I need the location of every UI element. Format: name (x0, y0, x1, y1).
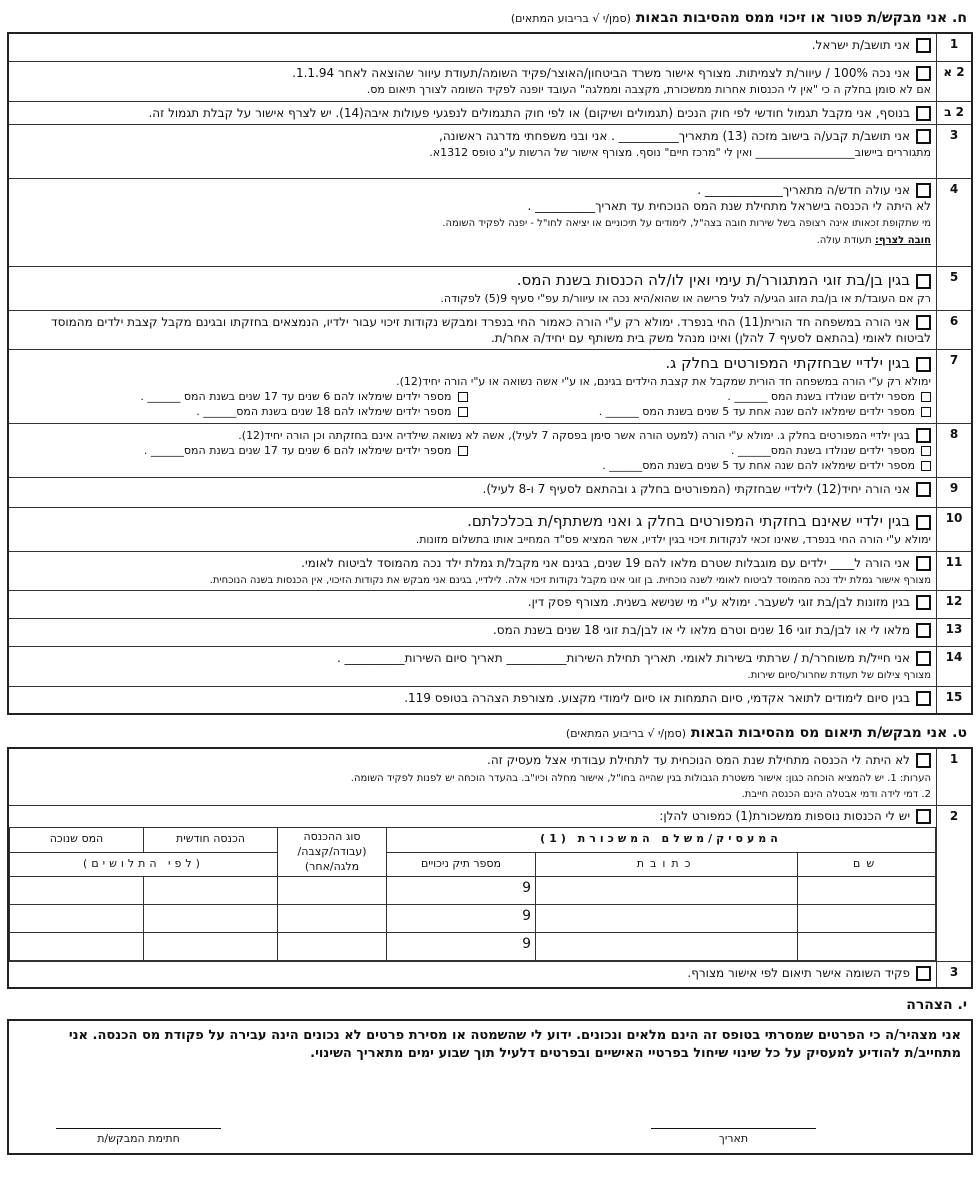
item-text: פקיד השומה אישר תיאום לפי אישור מצורף. (687, 966, 910, 981)
address-cell[interactable] (536, 933, 798, 961)
item-subtext: מצורף אישור גמלת ילד נכה מהמוסד לביטוח לאומי לשנה נוכחית. בן זוגי אינו מקבל נקודות זיכוי אלה. לילדיי, בגינם אני מבקש את נקודות הזיכוי, אין הכנסות בשנה הנוכחית. (209, 574, 931, 586)
item-text: מלאו לי או לבן/בת זוגי 16 שנים וטרם מלאו לי או לבן/בת זוגי 18 שנים בשנת המס. (492, 623, 910, 638)
tax-cell[interactable] (10, 933, 144, 961)
col-monthly-income: הכנסה חודשית (144, 827, 278, 852)
section-t-heading: ט. אני מבקש/ת תיאום מס מהסיבות הבאות (690, 725, 967, 742)
checkbox-academic-degree[interactable] (916, 691, 931, 706)
checkbox-age-16-18[interactable] (916, 623, 931, 638)
count-line: מספר ילדים שנולדו בשנת המס______ . (730, 443, 915, 457)
must-attach-label: חובה לצרף: (874, 234, 931, 246)
item-text: אני תושב/ת קבע/ה בישוב מזכה (13) מתאריך__________ . אני ובני משפחתי מדרגה ראשונה, (439, 128, 910, 143)
coord-row-2 (8, 805, 972, 962)
item-row-2a (8, 61, 972, 101)
item-row-8 (8, 423, 972, 477)
item-text: בגין סיום לימודים לתואר אקדמי, סיום התמחות או סיום לימודי מקצוע. מצורפת הצהרה בטופס 119. (404, 690, 910, 705)
signature-label: חתימת המבקש/ת (97, 1132, 180, 1146)
item-num: 7 (937, 350, 973, 424)
name-cell[interactable] (798, 905, 936, 933)
monthly-cell[interactable] (144, 905, 278, 933)
item-note: מי שתקופת זכאותו אינה רצופה בשל שירות חובה בצה"ל, לימודים על תיכוניים או יציאה לחו"ל - יפנה לפקיד השומה. (442, 218, 931, 230)
count-line: מספר ילדים שימלאו להם 18 שנים בשנת המס______ . (196, 405, 452, 419)
item-row-6 (8, 310, 972, 349)
checkbox-additional-income[interactable] (916, 809, 931, 824)
item-subtext: ימולא רק ע"י הורה במשפחה חד הורית שמקבל את קצבת הילדים בגינם, או ע"י אשה נשואה או ע"י הורה יחיד(12). (396, 375, 931, 389)
declaration-box (7, 1019, 973, 1155)
table-row (10, 877, 936, 905)
checkbox-count[interactable] (458, 407, 468, 417)
coord-row-3 (8, 962, 972, 988)
count-line: מספר ילדים שימלאו להם 6 שנים עד 17 שנים בשנת המס______ . (143, 443, 452, 457)
per-payslips-note: (לפי התלושים) (10, 852, 278, 877)
checkbox-count[interactable] (458, 392, 468, 402)
item-row-7 (8, 350, 972, 424)
item-text: יש לי הכנסות נוספות ממשכורת(1) כמפורט להלן: (659, 808, 910, 823)
item-text: אני נכה 100% / עיוור/ת לצמיתות. מצורף אישור משרד הביטחון/האוצר/פקיד השומה/תעודת עיוור שהוצאה לאחר 1.1.94. (292, 65, 910, 80)
address-cell[interactable] (536, 877, 798, 905)
count-line: מספר ילדים שימלאו להם 6 שנים עד 17 שנים בשנת המס ______ . (140, 390, 452, 404)
checkbox-count[interactable] (921, 407, 931, 417)
count-line: מספר ילדים שימלאו להם שנה אחת עד 5 שנים בשנת המס______ . (602, 458, 915, 472)
exemption-table (7, 32, 973, 715)
item-num: 6 (937, 310, 973, 349)
form-page (7, 0, 973, 1155)
declaration-text: אני מצהיר/ה כי הפרטים שמסרתי בטופס זה הינם מלאים ונכונים. ידוע לי שהשמטה או מסירת פרטים לא נכונים הינה עבירה על פקודת מס הכנסה. אני מתחייב/ת להודיע למעסיק על כל שינוי שיחול בפרטיי האישיים ובפרטים דלעיל תוך שבוע ימים מתאריך השינוי. (68, 1027, 961, 1062)
item-num: 3 (937, 124, 973, 178)
item-subtext: מתגוררים ביישוב__________________ ואין לי "מרכז חיים" נוסף. מצורף אישור של הרשות ע"ג טופס 1312א. (429, 145, 931, 159)
monthly-cell[interactable] (144, 933, 278, 961)
item-row-2b (8, 101, 972, 124)
tax-cell[interactable] (10, 877, 144, 905)
item-text: בגין ילדיי שבחזקתי המפורטים בחלק ג. (665, 354, 910, 373)
item-subtext: לא היתה לי הכנסה בישראל מתחילת שנת המס הנוכחית עד תאריך__________ . (527, 198, 931, 213)
item-subtext: אם לא סומן בחלק ה כי "אין לי הכנסות אחרות ממשכורת, מקצבה וממלגה" העובד יופנה לפקיד השומה לצורך תיאום מס. (366, 82, 931, 96)
checkbox-new-immigrant[interactable] (916, 183, 931, 198)
item-row-12 (8, 591, 972, 619)
type-cell[interactable] (278, 905, 387, 933)
checkbox-residency[interactable] (916, 38, 931, 53)
col-name: שם (798, 852, 936, 877)
item-num: 2 (937, 805, 973, 962)
table-row (10, 905, 936, 933)
file-cell[interactable]: 9 (387, 905, 536, 933)
item-text: בגין ילדיי המפורטים בחלק ג. ימולא ע"י הורה (למעט הורה אשר סימן בפסקה 7 לעיל), אשה לא נשואה שילדיה אינם בחזקתה וכן הורה יחיד(12). (238, 428, 910, 442)
coord-row-1 (8, 748, 972, 805)
item-row-10 (8, 507, 972, 551)
item-num: 10 (937, 507, 973, 551)
item-row-4 (8, 178, 972, 266)
checkbox-assessor-approved[interactable] (916, 966, 931, 981)
employer-header: המעסיק/משלם המשכורת (1) (387, 827, 936, 852)
checkbox-count[interactable] (921, 446, 931, 456)
income-table (9, 827, 936, 962)
item-text: לא היתה לי הכנסה מתחילת שנת המס הנוכחית עד לתחילת עבודתי אצל מעסיק זה. (487, 753, 910, 768)
checkbox-children-support[interactable] (916, 515, 931, 530)
item-num: 8 (937, 423, 973, 477)
item-row-9 (8, 477, 972, 507)
checkbox-single-parent[interactable] (916, 315, 931, 330)
item-num: 15 (937, 686, 973, 714)
item-subtext: רק אם העובד/ת או בן/בת הזוג הגיע/ה לגיל פרישה או שהוא/היא נכה או עיוור/ת עפ"י סעיף 9(5) לפקודה. (440, 291, 931, 305)
col-income-type: סוג ההכנסה (עבודה/קצבה/ מלגה/אחר) (278, 827, 387, 877)
table-row (10, 933, 936, 961)
item-row-13 (8, 619, 972, 647)
checkbox-count[interactable] (921, 392, 931, 402)
checkbox-no-prior-income[interactable] (916, 753, 931, 768)
name-cell[interactable] (798, 877, 936, 905)
item-subtext: ימולא ע"י הורה החי בנפרד, שאינו זכאי לנקודות זיכוי בגין ילדיו, אשר המציא פס"ד המחייב אותו בתשלום מזונות. (415, 532, 931, 546)
item-num: 14 (937, 647, 973, 687)
item-row-15 (8, 686, 972, 714)
address-cell[interactable] (536, 905, 798, 933)
section-h-heading: ח. אני מבקש/ת פטור או זיכוי ממס מהסיבות הבאות (635, 10, 967, 26)
item-num: 1 (937, 33, 973, 61)
item-text: אני תושב/ת ישראל. (811, 38, 910, 52)
type-cell[interactable] (278, 877, 387, 905)
item-num: 5 (937, 266, 973, 310)
item-num: 2 ב (937, 101, 973, 124)
checkbox-count[interactable] (921, 461, 931, 471)
checkbox-sole-parent[interactable] (916, 482, 931, 497)
checkbox-monthly-allowance[interactable] (916, 106, 931, 121)
item-text: בגין בן/בת זוגי המתגורר/ת עימי ואין לו/לה הכנסות בשנת המס. (516, 270, 910, 289)
item-num: 12 (937, 591, 973, 619)
col-file-number: מספר תיק ניכויים (387, 852, 536, 877)
item-subtext: מצורף צילום של תעודת שחרור/סיום שירות. (747, 670, 931, 682)
item-text: אני הורה יחיד(12) לילדיי שבחזקתי (המפורטים בחלק ג ובהתאם לסעיף 7 ו-8 לעיל). (482, 481, 910, 496)
signature-field[interactable] (56, 1128, 221, 1146)
item-row-14 (8, 647, 972, 687)
item-text: אני הורה במשפחה חד הורית(11) החי בנפרד. ימולא רק ע"י הורה כאמור החי בנפרד ומבקש נקודות זיכוי עבור ילדיו, הנמצאים בחזקתו ובגינם מקבל קצבת ילדים מהמוסד לביטוח לאומי (בהתאם לסעיף 7 להלן) ואינו מנהל משק בית משותף עם יחיד/ה אחר/ת. (51, 314, 931, 345)
monthly-cell[interactable] (144, 877, 278, 905)
item-num: 11 (937, 551, 973, 591)
tax-cell[interactable] (10, 905, 144, 933)
date-field[interactable] (651, 1128, 816, 1146)
item-num: 4 (937, 178, 973, 266)
checkbox-alimony[interactable] (916, 595, 931, 610)
type-cell[interactable] (278, 933, 387, 961)
checkbox-children-custody[interactable] (916, 357, 931, 372)
item-row-5 (8, 266, 972, 310)
item-text: בנוסף, אני מקבל תגמול חודשי לפי חוק הנכים (תגמולים ושיקום) או לפי חוק התגמולים לנפגעי פעולות איבה(14). יש לצרף אישור על קבלת תגמול זה. (148, 105, 910, 120)
checkbox-discharged-soldier[interactable] (916, 651, 931, 666)
item-row-3 (8, 124, 972, 178)
checkbox-count[interactable] (458, 446, 468, 456)
item-text: בגין מזונות לבן/בת זוגי לשעבר. ימולא ע"י מי שנישא בשנית. מצורף פסק דין. (527, 595, 910, 610)
item-note: 2. דמי לידה ודמי אבטלה הינם הכנסה חייבת. (741, 789, 931, 801)
name-cell[interactable] (798, 933, 936, 961)
must-attach-text: תעודת עולה. (816, 234, 875, 246)
col-address: כתובת (536, 852, 798, 877)
col-tax-deducted: המס שנוכה (10, 827, 144, 852)
file-cell[interactable]: 9 (387, 933, 536, 961)
section-t-hint: (סמן/י √ בריבוע המתאים) (565, 727, 687, 741)
count-line: מספר ילדים שנולדו בשנת המס ______ . (727, 390, 915, 404)
checkbox-spouse-no-income[interactable] (916, 274, 931, 289)
date-label: תאריך (718, 1132, 749, 1146)
checkbox-children-listed[interactable] (916, 428, 931, 443)
section-t-title (7, 723, 967, 743)
item-num: 3 (937, 962, 973, 988)
children-counts (14, 444, 931, 474)
tax-coordination-table (7, 747, 973, 988)
item-num: 1 (937, 748, 973, 805)
item-text: בגין ילדיי שאינם בחזקתי המפורטים בחלק ג ואני משתתף/ת בכלכלתם. (467, 511, 910, 530)
item-row-11 (8, 551, 972, 591)
item-num: 13 (937, 619, 973, 647)
item-note: הערות: 1. יש להמציא הוכחה כגון: אישור משטרת הגבולות בגין שהייה בחו"ל, אישור מחלה וכיו"ב. בהעדר הוכחה יש לפנות לפקיד השומה. (350, 772, 931, 784)
section-h-title (7, 8, 967, 28)
checkbox-settlement-resident[interactable] (916, 129, 931, 144)
item-text: אני עולה חדש/ה מתאריך_____________ . (697, 182, 910, 197)
declaration-title: י. הצהרה (906, 996, 967, 1013)
checkbox-children-disability[interactable] (916, 556, 931, 571)
count-line: מספר ילדים שימלאו להם שנה אחת עד 5 שנים בשנת המס ______ . (598, 405, 915, 419)
item-text: אני הורה ל____ ילדים עם מוגבלות שטרם מלאו להם 19 שנים, בגינם אני מקבל/ת גמלת ילד נכה מהמוסד לביטוח לאומי. (301, 555, 910, 570)
item-num: 9 (937, 477, 973, 507)
children-counts (14, 390, 931, 420)
item-row-1 (8, 33, 972, 61)
item-num: 2 א (937, 61, 973, 101)
item-text: אני חייל/ת משוחרר/ת / שרתתי בשירות לאומי. תאריך תחילת השירות__________ תאריך סיום השירות__________ . (336, 651, 910, 666)
section-h-hint: (סמן/י √ בריבוע המתאים) (510, 12, 631, 25)
checkbox-disabled-blind[interactable] (916, 66, 931, 81)
file-cell[interactable]: 9 (387, 877, 536, 905)
